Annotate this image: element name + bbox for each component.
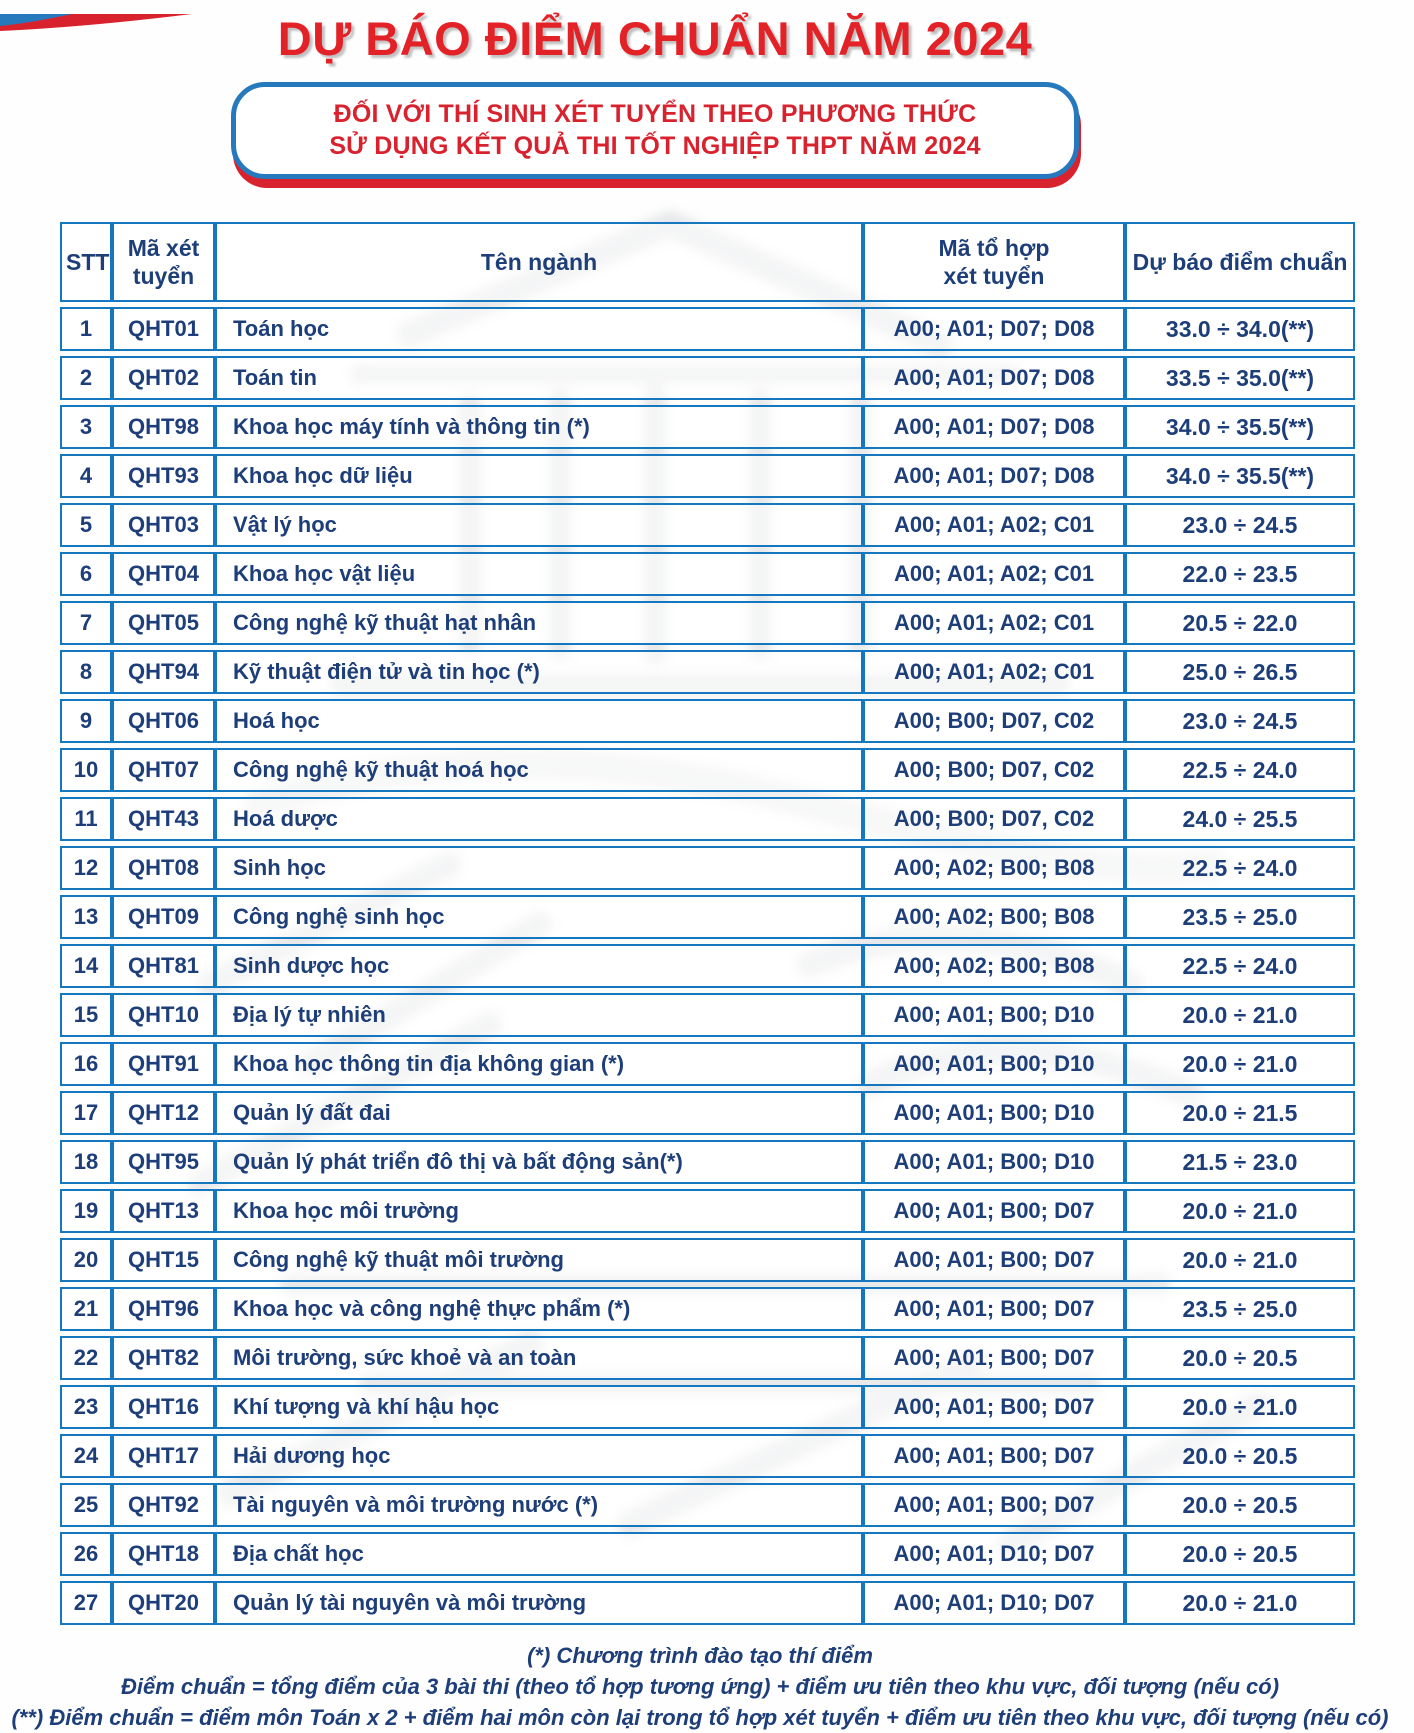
table-row [60,1532,1355,1576]
major-name-cell: Khoa học vật liệu [215,552,863,596]
subject-combination-cell: A00; A01; B00; D07 [863,1287,1125,1331]
subject-combination-cell: A00; A01; D07; D08 [863,454,1125,498]
stt-cell: 20 [60,1238,112,1282]
table-row [60,748,1355,792]
admission-code-cell: QHT02 [112,356,215,400]
table-row [60,1336,1355,1380]
table-row [60,503,1355,547]
predicted-score-cell: 20.0 ÷ 20.5 [1125,1336,1355,1380]
footnotes [0,1640,1400,1733]
major-name-cell: Hải dương học [215,1434,863,1478]
major-name-cell: Công nghệ kỹ thuật hoá học [215,748,863,792]
major-name-cell: Sinh học [215,846,863,890]
stt-cell: 8 [60,650,112,694]
admission-code-cell: QHT92 [112,1483,215,1527]
stt-cell: 5 [60,503,112,547]
predicted-score-cell: 22.5 ÷ 24.0 [1125,944,1355,988]
predicted-score-cell: 20.0 ÷ 20.5 [1125,1434,1355,1478]
col-header-admission-code: Mã xét tuyển [112,222,215,302]
table-row [60,1238,1355,1282]
subject-combination-cell: A00; A01; A02; C01 [863,601,1125,645]
table-row [60,1042,1355,1086]
predicted-score-cell: 21.5 ÷ 23.0 [1125,1140,1355,1184]
major-name-cell: Quản lý phát triển đô thị và bất động sản(*) [215,1140,863,1184]
subject-combination-cell: A00; A01; B00; D07 [863,1189,1125,1233]
predicted-score-cell: 20.0 ÷ 21.0 [1125,1385,1355,1429]
subject-combination-cell: A00; A01; A02; C01 [863,650,1125,694]
stt-cell: 2 [60,356,112,400]
stt-cell: 26 [60,1532,112,1576]
predicted-score-cell: 20.0 ÷ 20.5 [1125,1532,1355,1576]
stt-cell: 4 [60,454,112,498]
predicted-score-cell: 34.0 ÷ 35.5(**) [1125,454,1355,498]
stt-cell: 11 [60,797,112,841]
footnote-score-formula: Điểm chuẩn = tổng điểm của 3 bài thi (theo tổ hợp tương ứng) + điểm ưu tiên theo khu vực, đối tượng (nếu có) [120,1674,1280,1699]
table-row [60,552,1355,596]
admission-code-cell: QHT12 [112,1091,215,1135]
stt-cell: 10 [60,748,112,792]
admission-code-cell: QHT05 [112,601,215,645]
table-header-row [60,222,1355,302]
subtitle-banner [231,82,1079,179]
subject-combination-cell: A00; A01; B00; D10 [863,1042,1125,1086]
major-name-cell: Công nghệ sinh học [215,895,863,939]
major-name-cell: Khoa học và công nghệ thực phẩm (*) [215,1287,863,1331]
table-row [60,944,1355,988]
predicted-score-cell: 20.0 ÷ 21.0 [1125,993,1355,1037]
major-name-cell: Khoa học môi trường [215,1189,863,1233]
stt-cell: 6 [60,552,112,596]
predicted-score-cell: 34.0 ÷ 35.5(**) [1125,405,1355,449]
stt-cell: 27 [60,1581,112,1625]
subtitle-line-1: ĐỐI VỚI THÍ SINH XÉT TUYỂN THEO PHƯƠNG THỨC [333,100,977,128]
subject-combination-cell: A00; A01; D07; D08 [863,405,1125,449]
admission-code-cell: QHT16 [112,1385,215,1429]
col-header-stt: STT [60,222,112,302]
admission-scores-table [60,217,1355,1630]
table-row [60,1385,1355,1429]
predicted-score-cell: 22.0 ÷ 23.5 [1125,552,1355,596]
stt-cell: 12 [60,846,112,890]
admission-code-cell: QHT94 [112,650,215,694]
subject-combination-cell: A00; A01; B00; D10 [863,993,1125,1037]
table-row [60,895,1355,939]
predicted-score-cell: 33.5 ÷ 35.0(**) [1125,356,1355,400]
admission-code-cell: QHT17 [112,1434,215,1478]
predicted-score-cell: 20.0 ÷ 21.0 [1125,1042,1355,1086]
table-row [60,1140,1355,1184]
stt-cell: 3 [60,405,112,449]
admission-code-cell: QHT82 [112,1336,215,1380]
predicted-score-cell: 20.0 ÷ 21.0 [1125,1581,1355,1625]
predicted-score-cell: 22.5 ÷ 24.0 [1125,846,1355,890]
table-row [60,993,1355,1037]
major-name-cell: Công nghệ kỹ thuật hạt nhân [215,601,863,645]
major-name-cell: Quản lý đất đai [215,1091,863,1135]
major-name-cell: Tài nguyên và môi trường nước (*) [215,1483,863,1527]
stt-cell: 21 [60,1287,112,1331]
stt-cell: 7 [60,601,112,645]
subtitle-line-2: SỬ DỤNG KẾT QUẢ THI TỐT NGHIỆP THPT NĂM 2024 [329,132,981,160]
subject-combination-cell: A00; A02; B00; B08 [863,895,1125,939]
footnote-score-formula-double-math: (**) Điểm chuẩn = điểm môn Toán x 2 + điểm hai môn còn lại trong tổ hợp xét tuyển + điểm ưu tiên theo khu vực, đối tượng (nếu có) [11,1705,1389,1730]
major-name-cell: Địa chất học [215,1532,863,1576]
subject-combination-cell: A00; A01; B00; D07 [863,1238,1125,1282]
subject-combination-cell: A00; B00; D07, C02 [863,797,1125,841]
stt-cell: 15 [60,993,112,1037]
major-name-cell: Quản lý tài nguyên và môi trường [215,1581,863,1625]
table-row [60,1189,1355,1233]
predicted-score-cell: 23.5 ÷ 25.0 [1125,895,1355,939]
major-name-cell: Hoá học [215,699,863,743]
table-row [60,699,1355,743]
table-row [60,601,1355,645]
predicted-score-cell: 24.0 ÷ 25.5 [1125,797,1355,841]
predicted-score-cell: 20.0 ÷ 20.5 [1125,1483,1355,1527]
predicted-score-cell: 20.0 ÷ 21.0 [1125,1238,1355,1282]
stt-cell: 13 [60,895,112,939]
table-row [60,307,1355,351]
predicted-score-cell: 25.0 ÷ 26.5 [1125,650,1355,694]
subject-combination-cell: A00; A02; B00; B08 [863,846,1125,890]
major-name-cell: Sinh dược học [215,944,863,988]
admission-code-cell: QHT09 [112,895,215,939]
admission-code-cell: QHT18 [112,1532,215,1576]
table-row [60,650,1355,694]
major-name-cell: Công nghệ kỹ thuật môi trường [215,1238,863,1282]
major-name-cell: Địa lý tự nhiên [215,993,863,1037]
stt-cell: 22 [60,1336,112,1380]
col-header-predicted-score: Dự báo điểm chuẩn [1125,222,1355,302]
stt-cell: 9 [60,699,112,743]
subject-combination-cell: A00; A01; D10; D07 [863,1532,1125,1576]
table-row [60,797,1355,841]
table-row [60,1434,1355,1478]
table-row [60,454,1355,498]
subject-combination-cell: A00; A01; B00; D07 [863,1336,1125,1380]
admission-code-cell: QHT20 [112,1581,215,1625]
major-name-cell: Toán tin [215,356,863,400]
subject-combination-cell: A00; A01; B00; D07 [863,1385,1125,1429]
table-row [60,1091,1355,1135]
subject-combination-cell: A00; A01; A02; C01 [863,503,1125,547]
subject-combination-cell: A00; B00; D07, C02 [863,699,1125,743]
major-name-cell: Khoa học thông tin địa không gian (*) [215,1042,863,1086]
major-name-cell: Khoa học dữ liệu [215,454,863,498]
table-body [60,307,1355,1625]
major-name-cell: Khí tượng và khí hậu học [215,1385,863,1429]
table-row [60,1581,1355,1625]
table-row [60,1483,1355,1527]
stt-cell: 19 [60,1189,112,1233]
major-name-cell: Môi trường, sức khoẻ và an toàn [215,1336,863,1380]
subject-combination-cell: A00; A01; B00; D07 [863,1483,1125,1527]
header [0,14,1310,179]
page-title: DỰ BÁO ĐIỂM CHUẨN NĂM 2024 [277,12,1033,65]
table-row [60,405,1355,449]
admission-code-cell: QHT98 [112,405,215,449]
stt-cell: 14 [60,944,112,988]
subject-combination-cell: A00; B00; D07, C02 [863,748,1125,792]
subject-combination-cell: A00; A01; D07; D08 [863,356,1125,400]
stt-cell: 25 [60,1483,112,1527]
subject-combination-cell: A00; A01; D07; D08 [863,307,1125,351]
subject-combination-cell: A00; A01; D10; D07 [863,1581,1125,1625]
col-header-major-name: Tên ngành [215,222,863,302]
predicted-score-cell: 20.0 ÷ 21.5 [1125,1091,1355,1135]
predicted-score-cell: 23.5 ÷ 25.0 [1125,1287,1355,1331]
stt-cell: 24 [60,1434,112,1478]
admission-code-cell: QHT03 [112,503,215,547]
admission-code-cell: QHT96 [112,1287,215,1331]
admission-code-cell: QHT91 [112,1042,215,1086]
admission-code-cell: QHT15 [112,1238,215,1282]
admission-code-cell: QHT01 [112,307,215,351]
table-row [60,846,1355,890]
admission-code-cell: QHT81 [112,944,215,988]
predicted-score-cell: 23.0 ÷ 24.5 [1125,503,1355,547]
major-name-cell: Khoa học máy tính và thông tin (*) [215,405,863,449]
col-header-subject-combination: Mã tổ hợp xét tuyển [863,222,1125,302]
table-row [60,356,1355,400]
subject-combination-cell: A00; A01; B00; D10 [863,1140,1125,1184]
stt-cell: 16 [60,1042,112,1086]
major-name-cell: Toán học [215,307,863,351]
subject-combination-cell: A00; A01; B00; D07 [863,1434,1125,1478]
admission-score-poster [0,14,1414,1731]
admission-code-cell: QHT43 [112,797,215,841]
admission-code-cell: QHT95 [112,1140,215,1184]
predicted-score-cell: 20.0 ÷ 21.0 [1125,1189,1355,1233]
admission-code-cell: QHT08 [112,846,215,890]
admission-code-cell: QHT06 [112,699,215,743]
admission-code-cell: QHT13 [112,1189,215,1233]
admission-code-cell: QHT93 [112,454,215,498]
stt-cell: 18 [60,1140,112,1184]
table-row [60,1287,1355,1331]
major-name-cell: Vật lý học [215,503,863,547]
footnote-pilot-program: (*) Chương trình đào tạo thí điểm [527,1643,873,1668]
predicted-score-cell: 23.0 ÷ 24.5 [1125,699,1355,743]
subject-combination-cell: A00; A01; B00; D10 [863,1091,1125,1135]
predicted-score-cell: 33.0 ÷ 34.0(**) [1125,307,1355,351]
admission-code-cell: QHT10 [112,993,215,1037]
stt-cell: 1 [60,307,112,351]
subject-combination-cell: A00; A02; B00; B08 [863,944,1125,988]
admission-code-cell: QHT04 [112,552,215,596]
major-name-cell: Kỹ thuật điện tử và tin học (*) [215,650,863,694]
major-name-cell: Hoá dược [215,797,863,841]
stt-cell: 23 [60,1385,112,1429]
admission-code-cell: QHT07 [112,748,215,792]
stt-cell: 17 [60,1091,112,1135]
subject-combination-cell: A00; A01; A02; C01 [863,552,1125,596]
predicted-score-cell: 22.5 ÷ 24.0 [1125,748,1355,792]
predicted-score-cell: 20.5 ÷ 22.0 [1125,601,1355,645]
